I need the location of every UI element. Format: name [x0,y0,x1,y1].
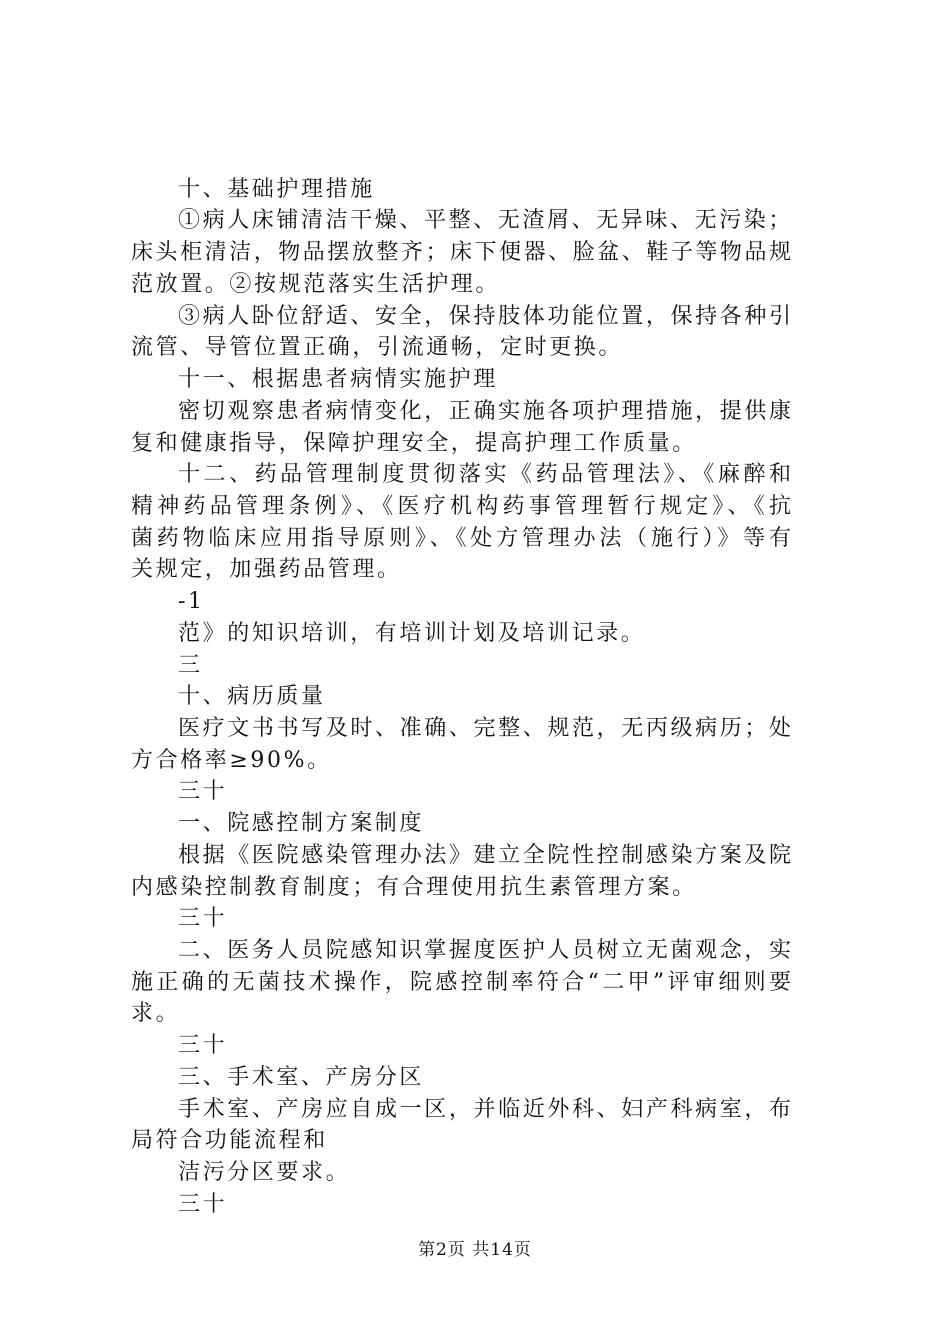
text-line: 菌药物临床应用指导原则》、《处方管理办法（施行）》等有 [131,526,791,551]
heading-condition-nursing: 十一、根据患者病情实施护理 [178,367,498,392]
heading-infection-control-plan: 一、院感控制方案制度 [178,811,425,836]
text-line: 范放置。②按规范落实生活护理。 [131,272,501,297]
text-line: 三十 [178,1192,228,1217]
text-line: ③病人卧位舒适、安全，保持肢体功能位置，保持各种引 [178,304,791,329]
text-line: 精神药品管理条例》、《医疗机构药事管理暂行规定》、《抗 [131,494,791,519]
text-line: 三十 [178,779,228,804]
page-number-footer: 第2页 共14页 [418,1240,532,1260]
text-line: ①病人床铺清洁干燥、平整、无渣屑、无异味、无污染； [178,208,794,233]
heading-infection-knowledge: 二、医务人员院感知识掌握度医护人员树立无菌观念，实 [178,938,791,963]
text-line: 复和健康指导，保障护理安全，提高护理工作质量。 [131,431,697,456]
text-line: 范》的知识培训，有培训计划及培训记录。 [178,621,646,646]
text-line: 手术室、产房应自成一区，并临近外科、妇产科病室，布 [178,1097,791,1122]
text-line: 施正确的无菌技术操作，院感控制率符合“二甲”评审细则要 [131,970,791,995]
heading-drug-management: 十二、药品管理制度贯彻落实《药品管理法》、《麻醉和 [178,462,791,487]
text-line: 医疗文书书写及时、准确、完整、规范，无丙级病历；处 [178,716,791,741]
text-line: 求。 [131,1001,181,1026]
text-line: 床头柜清洁，物品摆放整齐；床下便器、脸盆、鞋子等物品规 [131,240,791,265]
text-line: 流管、导管位置正确，引流通畅，定时更换。 [131,335,624,360]
text-line: 三十 [178,1033,228,1058]
text-line: 局符合功能流程和 [131,1128,328,1153]
text-line: 方合格率≥90%。 [131,748,332,773]
text-line: 内感染控制教育制度；有合理使用抗生素管理方案。 [131,875,697,900]
text-line: 洁污分区要求。 [178,1160,351,1185]
text-line: 密切观察患者病情变化，正确实施各项护理措施，提供康 [178,399,791,424]
text-line: 根据《医院感染管理办法》建立全院性控制感染方案及院 [178,843,791,868]
text-line: 关规定，加强药品管理。 [131,557,402,582]
text-line: 三十 [178,906,228,931]
heading-medical-records: 十、病历质量 [178,684,326,709]
heading-basic-nursing: 十、基础护理措施 [178,177,375,202]
heading-operating-room: 三、手术室、产房分区 [178,1065,425,1090]
page-marker: -1 [178,589,205,614]
text-line: 三 [178,653,203,678]
